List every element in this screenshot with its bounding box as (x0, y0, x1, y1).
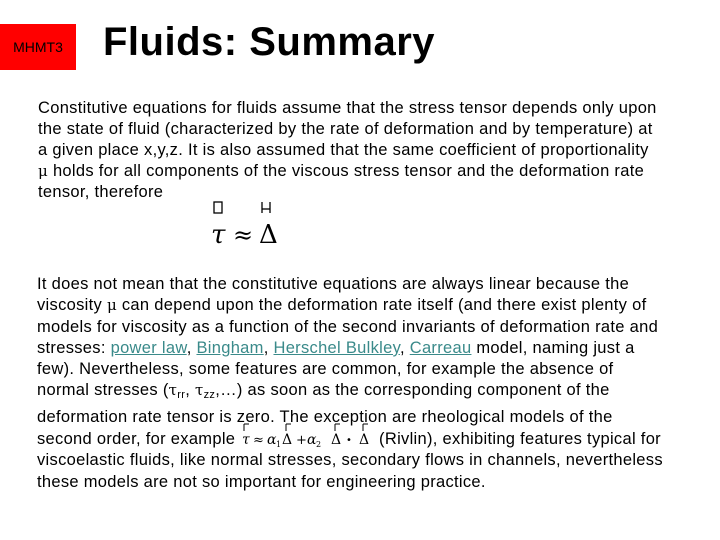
tau-symbol: τ (242, 432, 251, 449)
separator: , (399, 338, 410, 357)
linearity-paragraph (37, 274, 707, 493)
paragraph-line: deformation rate tensor is zero. The exception are rheological models of the (37, 407, 613, 426)
line-text: holds for all components of the viscous stress tensor and the deformation rate (48, 162, 645, 180)
line-text: (Rivlin), exhibiting features typical for (374, 430, 661, 449)
subscript-1: 1 (276, 440, 282, 450)
delta-symbol: Δ (331, 432, 342, 449)
approx-symbol: ≈ (233, 221, 254, 249)
delta-symbol: Δ (259, 220, 278, 250)
paragraph-line (37, 295, 707, 316)
delta-symbol: Δ (359, 432, 370, 449)
paragraph-line: the state of fluid (characterized by the rate of deformation and by temperature) at (38, 120, 653, 138)
separator: , (263, 338, 274, 357)
paragraph-line: models for viscosity as a function of the second invariants of deformation rate and (37, 317, 659, 336)
paragraph-line (38, 161, 708, 182)
tensor-arrow-marks (214, 202, 270, 213)
paragraph-line: tensor, therefore (38, 183, 164, 201)
paragraph-line (37, 380, 707, 406)
line-text: viscosity (37, 296, 107, 315)
herschel-bulkley-link[interactable]: Herschel Bulkley (273, 338, 400, 357)
tau-symbol: τ (211, 220, 226, 250)
mu-symbol: μ (38, 162, 49, 180)
subscript-rr: rr (177, 389, 186, 402)
separator: , (186, 338, 197, 357)
line-text: stresses: (37, 338, 111, 357)
paragraph-line (37, 338, 707, 359)
dot-symbol: • (346, 435, 353, 447)
paragraph-line: a given place x,y,z. It is also assumed that the same coefficient of proportionality (38, 141, 649, 159)
delta-symbol: Δ (282, 432, 293, 449)
line-text: ,…) as soon as the corresponding component of the (215, 381, 610, 400)
constitutive-paragraph (38, 98, 708, 203)
mu-symbol: μ (106, 296, 117, 315)
approx-symbol: ≈ (253, 433, 265, 449)
slide-code-badge: MHMT3 (0, 24, 76, 70)
subscript-zz: zz (203, 389, 216, 402)
alpha2-symbol: α (307, 432, 317, 449)
separator: , (185, 381, 195, 400)
tau-symbol: τ (194, 381, 204, 400)
plus-symbol: + (296, 433, 308, 449)
bingham-link[interactable]: Bingham (196, 338, 264, 357)
line-text: second order, for example (37, 430, 241, 449)
subscript-2: 2 (316, 440, 322, 450)
carreau-link[interactable]: Carreau (409, 338, 472, 357)
line-text: model, naming just a (471, 338, 635, 357)
slide-title: Fluids: Summary (103, 20, 436, 64)
paragraph-line: Constitutive equations for fluids assume that the stress tensor depends only upon (38, 99, 657, 117)
tau-approx-delta-equation (205, 196, 295, 252)
paragraph-line: It does not mean that the constitutive equations are always linear because the (37, 275, 630, 293)
paragraph-line: viscoelastic fluids, like normal stresses, secondary flows in channels, nevertheless (37, 451, 663, 470)
alpha1-symbol: α (267, 432, 277, 449)
line-text: normal stresses ( (37, 381, 169, 400)
rivlin-equation (240, 428, 374, 449)
paragraph-line: few). Nevertheless, some features are common, for example the absence of (37, 360, 614, 379)
paragraph-line: these models are not so important for engineering practice. (37, 472, 486, 491)
power-law-link[interactable]: power law (110, 338, 187, 357)
tau-symbol: τ (168, 381, 178, 400)
line-text: can depend upon the deformation rate itself (and there exist plenty of (117, 296, 647, 315)
paragraph-line (37, 428, 707, 450)
